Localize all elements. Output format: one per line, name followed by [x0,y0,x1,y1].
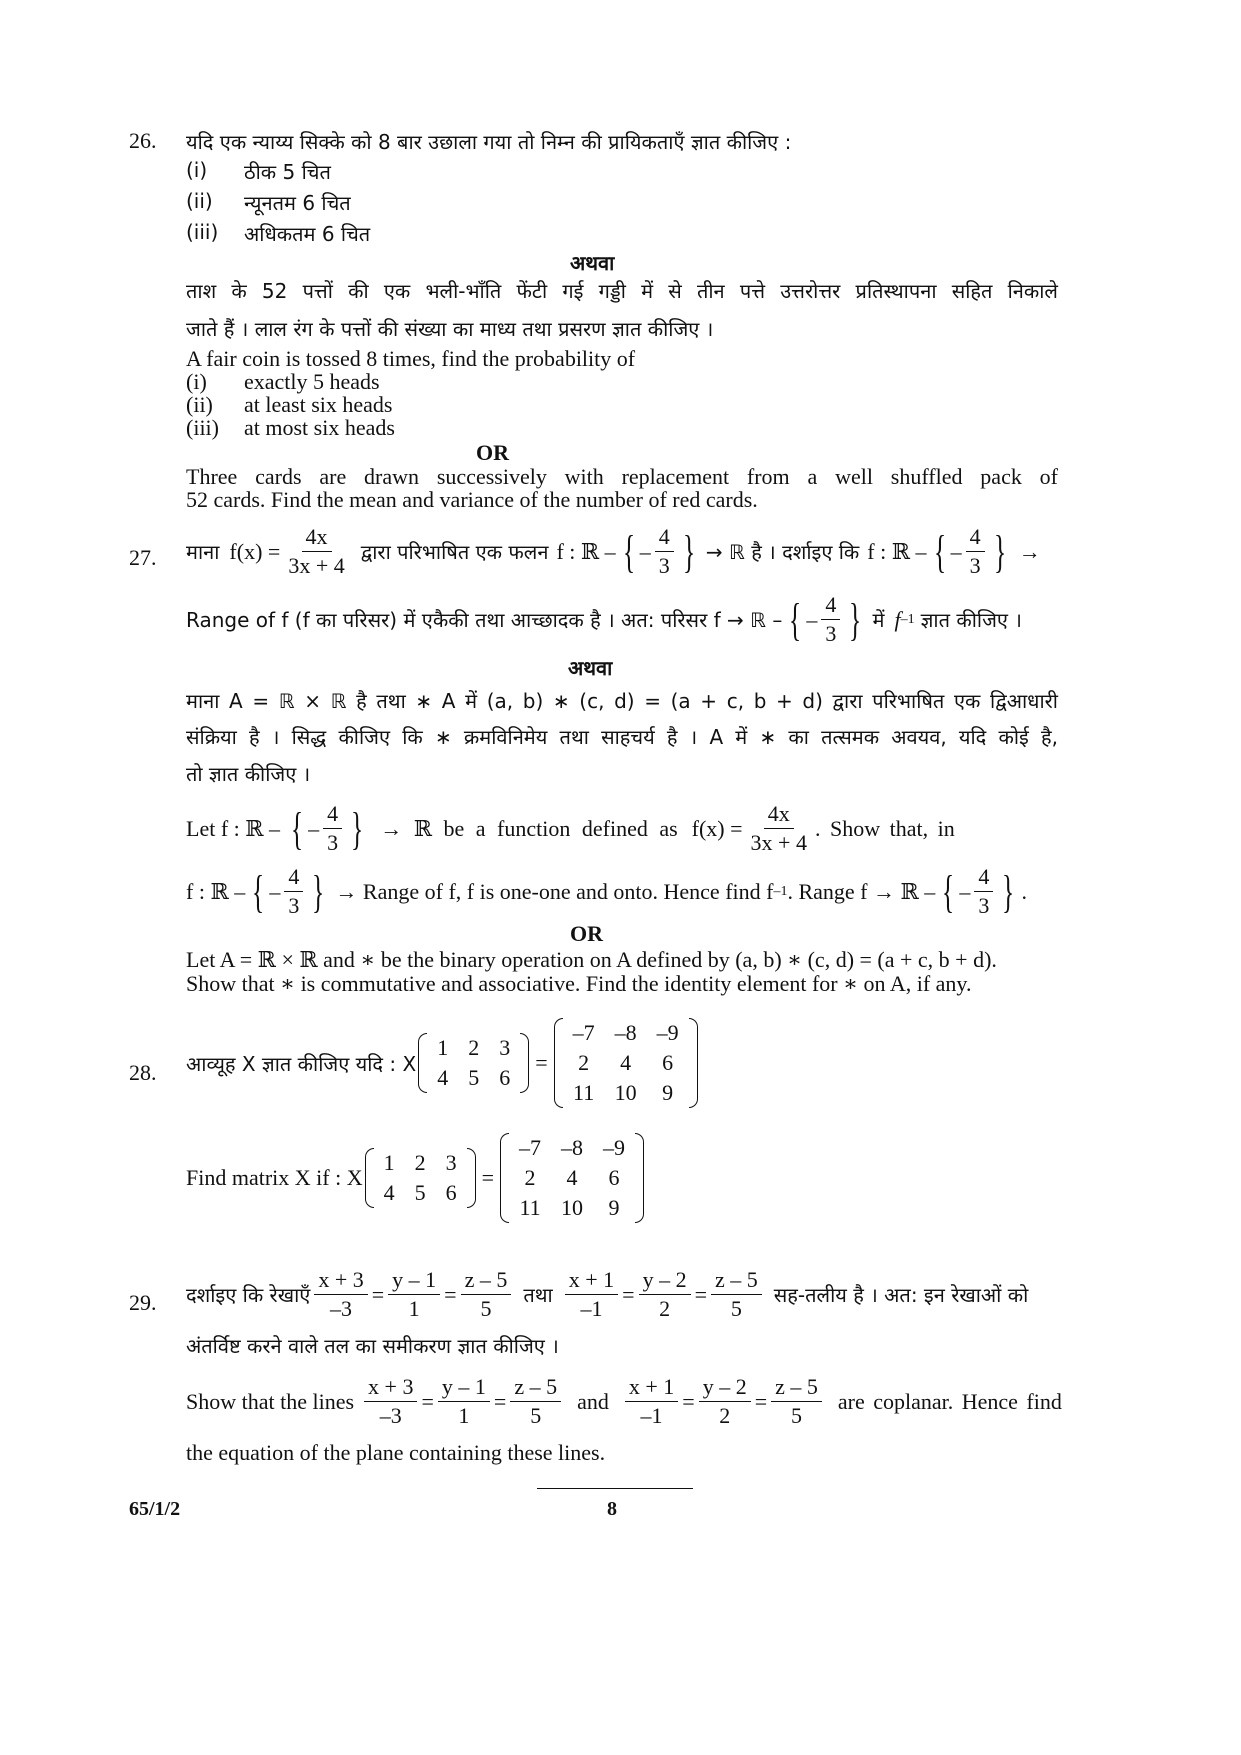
fraction-denominator: 3 [327,830,339,856]
matrix-cell: 6 [445,1180,457,1205]
question-number-26: 26. [129,128,157,153]
fraction-denominator: –3 [379,1403,402,1429]
q27-fx-label: f(x) = [229,538,281,564]
q26-hindi-or: अथवा [570,251,615,275]
fraction-numerator: 4x [302,525,332,552]
q27-text: . Range f → ℝ – [787,878,936,904]
right-brace: } [312,865,325,917]
matrix-cell: 2 [414,1150,426,1175]
line1-fraction [364,1375,417,1428]
set-fraction [323,802,342,855]
fraction-numerator: x + 3 [314,1268,367,1295]
matrix-cell: 3 [445,1150,457,1175]
paper-code: 65/1/2 [129,1498,181,1520]
q27-excluded-set [929,525,1011,578]
line1-fraction [510,1375,561,1428]
line1-fraction [438,1375,490,1428]
fraction-numerator: x + 1 [625,1375,678,1402]
q27-text: . Show that, in [814,815,955,841]
fraction-numerator: z – 5 [771,1375,822,1402]
q29-english-line-1 [186,1375,1062,1428]
q26-hindi-item-label: (i) [186,158,208,182]
q27-excluded-set [784,593,866,646]
matrix-cell: –8 [614,1020,637,1045]
q27-text: Range of f (f का परिसर) में एकैकी तथा आच्छादक है । अत: परिसर f → ℝ – [186,608,783,633]
q27-text: → ℝ है । दर्शाइए कि [705,540,860,565]
q27-text: . [1021,878,1027,904]
line2-fraction [639,1268,691,1321]
matrix-cell: 6 [608,1165,620,1190]
q26-hindi-item-label: (ii) [186,189,213,213]
matrix-cell: –7 [519,1135,542,1160]
q27-fx-fraction [747,802,811,855]
set-minus-sign: – [806,606,818,632]
fraction-denominator: 3 [825,621,837,647]
q27-fx-fraction [284,525,348,578]
matrix-right-bracket [520,1033,529,1093]
left-brace: { [622,525,635,577]
matrix-a [418,1033,529,1093]
matrix-cell: 11 [573,1080,595,1105]
q27-text: ज्ञात कीजिए । [920,608,1022,633]
equals-sign: = [535,1050,548,1075]
fraction-numerator: y – 2 [699,1375,751,1402]
q27-english-or: OR [570,921,603,946]
q27-fx-label: f(x) = [691,815,743,841]
q27-hindi-alt-line-3: तो ज्ञात कीजिए । [186,762,311,786]
fraction-numerator: 4x [764,802,794,829]
matrix-cell: –7 [572,1020,595,1045]
matrix-cell: 1 [437,1035,449,1060]
q27-text: में [872,608,885,633]
equals-sign: = [371,1281,385,1307]
question-number-28: 28. [129,1060,157,1085]
q26-hindi-alt-line-1: ताश के 52 पत्तों की एक भली-भाँति फेंटी गई गड्डी में से तीन पत्ते उत्तरोत्तर प्रतिस्थापना सहित निकाले [186,279,1058,303]
fraction-numerator: y – 1 [388,1268,440,1295]
set-fraction [284,865,303,918]
q28-text: आव्यूह X ज्ञात कीजिए यदि : X [186,1051,417,1076]
matrix-left-bracket [418,1033,427,1093]
matrix-b-table [509,1133,635,1223]
fraction-denominator: 3x + 4 [288,553,345,579]
fraction-denominator: 3 [978,893,990,919]
matrix-cell: –8 [561,1135,584,1160]
matrix-right-bracket [635,1133,644,1223]
line2-fraction [625,1375,678,1428]
matrix-cell: 9 [662,1080,674,1105]
question-number-27: 27. [129,545,157,570]
left-brace: { [933,525,946,577]
fraction-denominator: 5 [530,1403,542,1429]
q27-text: → Range of f, f is one-one and onto. Hence find f [335,878,774,904]
fraction-denominator: 3x + 4 [750,830,807,856]
fraction-denominator: 1 [408,1296,420,1322]
q26-english-item-label: (ii) [186,392,213,417]
arrow-symbol: → [1018,538,1041,564]
q26-english-alt-line-1: Three cards are drawn successively with replacement from a well shuffled pack of [186,464,1058,489]
set-fraction [655,525,674,578]
set-minus-sign: – [950,538,962,564]
q26-hindi-item-text: अधिकतम 6 चित [244,222,371,246]
matrix-cell: 11 [519,1195,541,1220]
q27-excluded-set [618,525,700,578]
matrix-b [500,1133,644,1223]
matrix-cell: 2 [578,1050,590,1075]
inverse-function-symbol: f [894,606,901,632]
set-minus-sign: – [308,815,320,841]
fraction-numerator: z – 5 [711,1268,762,1295]
q26-hindi-item-text: ठीक 5 चित [244,160,331,184]
right-brace: } [849,593,862,645]
q27-excluded-set [937,865,1019,918]
matrix-left-bracket [500,1133,509,1223]
question-number-29: 29. [129,1290,157,1315]
set-minus-sign: – [269,878,281,904]
fraction-denominator: –1 [580,1296,603,1322]
matrix-cell: 4 [620,1050,632,1075]
fraction-denominator: 2 [659,1296,671,1322]
q26-english-item-text: at least six heads [244,392,393,417]
q26-english-stem: A fair coin is tossed 8 times, find the probability of [186,346,636,371]
footer-divider [537,1488,693,1489]
q27-english-line-1 [186,802,955,855]
q28-hindi-equation [186,1018,700,1108]
right-brace: } [351,802,364,854]
q26-hindi-alt-line-2: जाते हैं । लाल रंग के पत्तों की संख्या का माध्य तथा प्रसरण ज्ञात कीजिए । [186,317,714,341]
q27-hindi-alt-line-2: संक्रिया है । सिद्ध कीजिए कि ∗ क्रमविनिमेय तथा साहचर्य है । A में ∗ का तत्समक अवयव, यदि कोई है, [186,725,1058,749]
matrix-cell: 2 [468,1035,480,1060]
set-fraction [966,525,985,578]
q29-text: सह-तलीय है । अत: इन रेखाओं को [773,1283,1029,1308]
q26-english-item-text: exactly 5 heads [244,369,380,394]
line2-fraction [711,1268,762,1321]
inverse-superscript: –1 [773,883,788,899]
fraction-denominator: 3 [969,553,981,579]
matrix-cell: 5 [414,1180,426,1205]
matrix-cell: 4 [437,1065,449,1090]
matrix-cell: 10 [614,1080,637,1105]
equals-sign: = [622,1281,635,1307]
equals-sign: = [444,1281,457,1307]
right-brace: } [1002,865,1015,917]
matrix-cell: 9 [608,1195,620,1220]
equals-sign: = [754,1388,768,1414]
fraction-numerator: 4 [655,525,674,552]
q27-english-line-2 [186,865,1027,918]
line1-fraction [314,1268,367,1321]
line2-fraction [699,1375,751,1428]
fraction-numerator: x + 3 [364,1375,417,1402]
q27-english-alt-line-2: Show that ∗ is commutative and associative. Find the identity element for ∗ on A, if any. [186,971,972,996]
q29-text: are coplanar. Hence find [837,1388,1062,1414]
matrix-cell: 6 [662,1050,674,1075]
fraction-denominator: 5 [790,1403,802,1429]
fraction-denominator: –1 [640,1403,663,1429]
matrix-cell: 1 [383,1150,395,1175]
fraction-numerator: 4 [284,865,303,892]
equals-sign: = [493,1388,507,1414]
matrix-cell: –9 [656,1020,679,1045]
q26-english-item-text: at most six heads [244,415,395,440]
q27-hindi-alt-line-1: माना A = ℝ × ℝ है तथा ∗ A में (a, b) ∗ (c, d) = (a + c, b + d) द्वारा परिभाषित एक द्विआधारी [186,689,1058,713]
q29-text: तथा [523,1283,553,1308]
q26-hindi-stem: यदि एक न्याय्य सिक्के को 8 बार उछाला गया तो निम्न की प्रायिकताएँ ज्ञात कीजिए : [186,130,792,154]
matrix-cell: 4 [383,1180,395,1205]
left-brace: { [789,593,802,645]
q26-english-item-label: (iii) [186,415,219,440]
q28-english-equation [186,1133,646,1223]
right-brace: } [682,525,695,577]
equals-sign: = [682,1388,695,1414]
fraction-denominator: 1 [458,1403,470,1429]
line1-fraction [461,1268,512,1321]
line2-fraction [565,1268,618,1321]
fraction-numerator: y – 1 [438,1375,490,1402]
equals-sign: = [481,1165,495,1190]
fraction-numerator: y – 2 [639,1268,691,1295]
page-number: 8 [607,1498,617,1520]
fraction-numerator: 4 [323,802,342,829]
q27-text: f : ℝ – [186,878,246,904]
set-minus-sign: – [959,878,971,904]
q27-excluded-set [247,865,329,918]
set-minus-sign: – [639,538,651,564]
q27-text: → ℝ be a function defined as [380,815,678,841]
matrix-a [365,1148,476,1208]
q26-english-or: OR [476,440,509,465]
left-brace: { [942,865,955,917]
q26-english-item-label: (i) [186,369,207,394]
fraction-numerator: z – 5 [510,1375,561,1402]
matrix-cell: –9 [603,1135,626,1160]
matrix-left-bracket [365,1148,374,1208]
left-brace: { [291,802,304,854]
q29-hindi-line-2: अंतर्विष्ट करने वाले तल का समीकरण ज्ञात कीजिए । [186,1334,559,1358]
fraction-denominator: 2 [719,1403,731,1429]
line1-fraction [388,1268,440,1321]
matrix-cell: 2 [524,1165,536,1190]
fraction-denominator: 3 [658,553,670,579]
q29-text: दर्शाइए कि रेखाएँ [186,1283,311,1308]
equals-sign: = [694,1281,707,1307]
fraction-denominator: 3 [288,893,300,919]
set-fraction [821,593,840,646]
matrix-right-bracket [689,1018,698,1108]
q29-text: Show that the lines [186,1388,355,1414]
q27-domain-label: f : ℝ – [867,538,927,564]
q27-excluded-set [286,802,368,855]
right-brace: } [993,525,1006,577]
q27-text: द्वारा परिभाषित एक फलन [360,540,549,565]
q27-english-alt-line-1: Let A = ℝ × ℝ and ∗ be the binary operation on A defined by (a, b) ∗ (c, d) = (a + c, b + d). [186,947,997,972]
fraction-numerator: z – 5 [461,1268,512,1295]
fraction-numerator: 4 [966,525,985,552]
matrix-a-table [427,1033,520,1093]
equals-sign: = [421,1388,434,1414]
matrix-b [554,1018,698,1108]
matrix-right-bracket [467,1148,476,1208]
inverse-superscript: –1 [900,611,915,627]
fraction-numerator: x + 1 [565,1268,618,1295]
matrix-b-table [563,1018,689,1108]
fraction-numerator: 4 [821,593,840,620]
fraction-denominator: 5 [480,1296,492,1322]
q26-hindi-item-label: (iii) [186,220,219,244]
matrix-cell: 5 [468,1065,480,1090]
fraction-denominator: 5 [730,1296,742,1322]
q29-hindi-line-1 [186,1268,1028,1321]
q27-hindi-line-2 [186,593,1022,646]
left-brace: { [252,865,265,917]
matrix-cell: 6 [499,1065,511,1090]
matrix-a-table [374,1148,467,1208]
q26-english-alt-line-2: 52 cards. Find the mean and variance of the number of red cards. [186,487,758,512]
q27-text: Let f : ℝ – [186,815,281,841]
line2-fraction [771,1375,822,1428]
matrix-cell: 4 [566,1165,578,1190]
set-fraction [974,865,993,918]
fraction-denominator: –3 [330,1296,353,1322]
matrix-left-bracket [554,1018,563,1108]
q27-hindi-line-1 [186,525,1041,578]
fraction-numerator: 4 [974,865,993,892]
q29-english-line-2: the equation of the plane containing these lines. [186,1440,606,1465]
q27-hindi-or: अथवा [568,656,613,680]
q29-text: and [577,1388,609,1414]
q27-text: माना [186,540,220,565]
q28-text: Find matrix X if : X [186,1165,363,1190]
q27-domain-label: f : ℝ – [556,538,616,564]
matrix-cell: 10 [561,1195,584,1220]
matrix-cell: 3 [499,1035,511,1060]
q26-hindi-item-text: न्यूनतम 6 चित [244,191,351,215]
